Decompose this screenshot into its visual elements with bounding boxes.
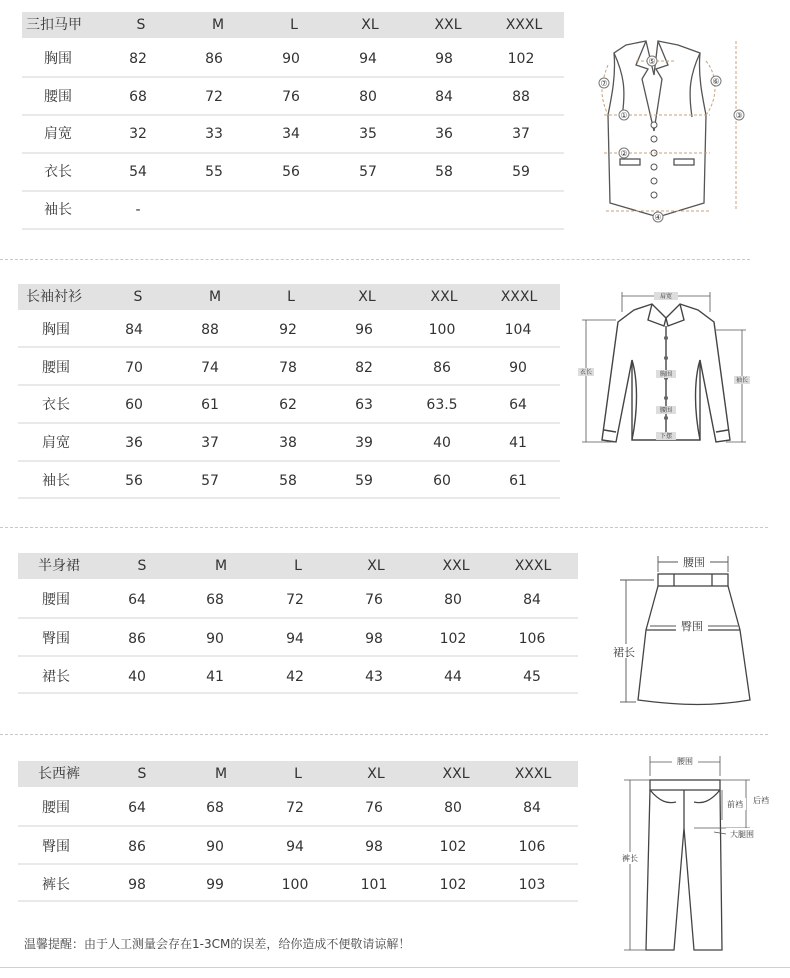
table-row	[22, 124, 564, 144]
table-cell: 58	[435, 164, 453, 180]
size-header: M	[214, 766, 228, 782]
table-row	[18, 798, 578, 818]
size-header: XXXL	[514, 558, 552, 574]
skirt-length-label: 裙长	[613, 646, 635, 659]
table-cell: 90	[509, 360, 527, 376]
row-label: 裤长	[42, 877, 70, 893]
row-label: 袖长	[44, 202, 72, 218]
table-cell: 106	[518, 839, 546, 855]
row-label: 腰围	[42, 360, 70, 376]
table-cell: 64	[128, 592, 146, 608]
sleeve-label: 袖长	[735, 377, 749, 384]
table-cell: 102	[439, 631, 467, 647]
row-divider	[18, 825, 578, 827]
marker-1: ①	[620, 111, 628, 120]
table-cell: 80	[359, 89, 377, 105]
table-cell: 33	[205, 126, 223, 142]
row-divider	[18, 460, 560, 462]
chest-label: 胸围	[659, 371, 673, 378]
table-cell: 100	[428, 322, 456, 338]
table-row	[18, 433, 560, 453]
row-divider	[18, 497, 560, 499]
table-cell: 90	[206, 631, 224, 647]
size-header: XL	[367, 558, 385, 574]
table-cell: 84	[523, 592, 541, 608]
pants-length-label: 裤长	[622, 854, 638, 863]
row-divider	[18, 863, 578, 865]
table-row	[18, 875, 578, 895]
table-header	[18, 761, 578, 787]
product-name: 半身裙	[38, 558, 80, 574]
table-cell: 59	[355, 473, 373, 489]
table-row	[18, 320, 560, 340]
back-rise-label: 后裆	[753, 796, 769, 805]
table-cell: 44	[444, 669, 462, 685]
table-cell: 40	[433, 435, 451, 451]
table-row	[22, 87, 564, 107]
measurement-note: 温馨提醒：由于人工测量会存在1-3CM的误差，给你造成不便敬请谅解！	[24, 937, 411, 951]
row-divider	[22, 152, 564, 154]
size-header: XXL	[430, 289, 458, 305]
table-cell: 61	[509, 473, 527, 489]
table-cell: 86	[128, 631, 146, 647]
size-table-shirt	[18, 284, 560, 504]
row-divider	[18, 692, 578, 694]
table-cell: 92	[279, 322, 297, 338]
table-cell: 86	[205, 51, 223, 67]
table-cell: -	[135, 202, 141, 218]
row-label: 胸围	[44, 51, 72, 67]
table-cell: 61	[201, 397, 219, 413]
row-divider	[22, 114, 564, 116]
table-cell: 57	[201, 473, 219, 489]
length-label: 衣长	[579, 369, 593, 376]
table-cell: 76	[365, 592, 383, 608]
table-cell: 72	[205, 89, 223, 105]
table-cell: 37	[201, 435, 219, 451]
front-rise-label: 前裆	[727, 800, 743, 809]
table-cell: 63	[355, 397, 373, 413]
row-label: 袖长	[42, 473, 70, 489]
product-name: 三扣马甲	[26, 17, 82, 33]
table-cell: 32	[129, 126, 147, 142]
table-cell: 84	[435, 89, 453, 105]
table-cell: 88	[201, 322, 219, 338]
row-label: 衣长	[44, 164, 72, 180]
footer-divider	[0, 967, 790, 968]
table-cell: 41	[206, 669, 224, 685]
table-row	[18, 358, 560, 378]
table-row	[22, 200, 564, 220]
marker-3: ③	[735, 111, 743, 120]
table-cell: 100	[281, 877, 309, 893]
table-cell: 88	[512, 89, 530, 105]
skirt-waist-label: 腰围	[683, 556, 705, 569]
table-header	[18, 553, 578, 579]
row-divider	[18, 900, 578, 902]
table-row	[18, 395, 560, 415]
table-cell: 41	[509, 435, 527, 451]
row-divider	[18, 422, 560, 424]
size-header: XXL	[442, 558, 470, 574]
table-row	[18, 471, 560, 491]
skirt-illustration	[604, 550, 754, 710]
table-cell: 64	[509, 397, 527, 413]
table-cell: 98	[435, 51, 453, 67]
table-cell: 36	[435, 126, 453, 142]
row-divider	[18, 384, 560, 386]
marker-7: ⑦	[600, 79, 608, 88]
table-row	[18, 837, 578, 857]
size-header: S	[136, 17, 146, 33]
row-divider	[22, 228, 564, 230]
section-divider	[0, 259, 750, 260]
table-cell: 101	[360, 877, 388, 893]
table-cell: 98	[365, 839, 383, 855]
row-divider	[22, 76, 564, 78]
skirt-hip-label: 臀围	[681, 620, 703, 633]
marker-2: ②	[620, 149, 628, 158]
shirt-illustration	[576, 290, 756, 450]
table-cell: 60	[433, 473, 451, 489]
table-cell: 58	[279, 473, 297, 489]
row-label: 衣长	[42, 397, 70, 413]
table-cell: 34	[282, 126, 300, 142]
table-cell: 42	[286, 669, 304, 685]
table-cell: 68	[206, 800, 224, 816]
table-cell: 99	[206, 877, 224, 893]
table-cell: 62	[279, 397, 297, 413]
shoulder-label: 肩宽	[659, 293, 673, 300]
size-header: L	[294, 558, 302, 574]
row-divider	[18, 346, 560, 348]
size-header: XXL	[434, 17, 462, 33]
size-table-vest	[22, 12, 564, 232]
product-name: 长西裤	[38, 766, 80, 782]
hem-label: 下摆	[659, 433, 673, 440]
table-cell: 63.5	[426, 397, 458, 413]
table-cell: 102	[439, 877, 467, 893]
table-cell: 55	[205, 164, 223, 180]
row-label: 胸围	[42, 322, 70, 338]
section-divider	[0, 734, 768, 735]
size-header: XXXL	[514, 766, 552, 782]
table-cell: 104	[504, 322, 532, 338]
size-header: L	[290, 17, 298, 33]
table-cell: 54	[129, 164, 147, 180]
size-header: S	[137, 766, 147, 782]
size-header: L	[287, 289, 295, 305]
table-cell: 98	[365, 631, 383, 647]
row-label: 肩宽	[42, 435, 70, 451]
row-label: 臀围	[42, 631, 70, 647]
pants-waist-label: 腰围	[677, 757, 693, 766]
table-row	[22, 162, 564, 182]
product-name: 长袖衬衫	[26, 289, 82, 305]
table-cell: 56	[282, 164, 300, 180]
size-header: M	[214, 558, 228, 574]
size-header: XXXL	[505, 17, 543, 33]
row-label: 裙长	[42, 669, 70, 685]
table-cell: 45	[523, 669, 541, 685]
table-cell: 40	[128, 669, 146, 685]
size-header: S	[133, 289, 143, 305]
table-cell: 78	[279, 360, 297, 376]
size-header: XXL	[442, 766, 470, 782]
trousers-illustration	[610, 750, 780, 955]
row-divider	[22, 190, 564, 192]
row-divider	[18, 655, 578, 657]
size-header: XXXL	[500, 289, 538, 305]
table-cell: 102	[507, 51, 535, 67]
table-cell: 84	[125, 322, 143, 338]
size-table-skirt	[18, 553, 578, 698]
table-cell: 43	[365, 669, 383, 685]
table-cell: 90	[282, 51, 300, 67]
table-row	[18, 629, 578, 649]
table-cell: 72	[286, 592, 304, 608]
row-label: 腰围	[42, 800, 70, 816]
row-label: 腰围	[42, 592, 70, 608]
table-row	[22, 49, 564, 69]
table-cell: 60	[125, 397, 143, 413]
size-header: XL	[361, 17, 379, 33]
table-cell: 56	[125, 473, 143, 489]
table-cell: 90	[206, 839, 224, 855]
table-cell: 37	[512, 126, 530, 142]
table-cell: 94	[286, 631, 304, 647]
table-cell: 70	[125, 360, 143, 376]
table-cell: 103	[518, 877, 546, 893]
size-header: M	[211, 17, 225, 33]
table-cell: 106	[518, 631, 546, 647]
table-cell: 57	[359, 164, 377, 180]
table-cell: 80	[444, 592, 462, 608]
table-cell: 64	[128, 800, 146, 816]
table-header	[22, 12, 564, 38]
row-label: 臀围	[42, 839, 70, 855]
table-cell: 82	[355, 360, 373, 376]
row-divider	[18, 617, 578, 619]
size-table-trousers	[18, 761, 578, 906]
table-row	[18, 590, 578, 610]
table-cell: 98	[128, 877, 146, 893]
table-row	[18, 667, 578, 687]
table-cell: 68	[206, 592, 224, 608]
table-cell: 38	[279, 435, 297, 451]
size-header: L	[294, 766, 302, 782]
size-header: M	[208, 289, 222, 305]
table-cell: 96	[355, 322, 373, 338]
marker-6: ⑥	[712, 77, 720, 86]
table-cell: 39	[355, 435, 373, 451]
table-cell: 86	[433, 360, 451, 376]
marker-5: ⑤	[648, 57, 656, 66]
thigh-label: 大腿围	[730, 830, 754, 839]
size-header: XL	[367, 766, 385, 782]
table-cell: 76	[282, 89, 300, 105]
table-cell: 72	[286, 800, 304, 816]
waist-label: 腰围	[659, 407, 673, 414]
row-label: 腰围	[44, 89, 72, 105]
table-cell: 74	[201, 360, 219, 376]
table-cell: 102	[439, 839, 467, 855]
table-cell: 94	[286, 839, 304, 855]
table-cell: 76	[365, 800, 383, 816]
table-cell: 86	[128, 839, 146, 855]
table-cell: 35	[359, 126, 377, 142]
table-cell: 84	[523, 800, 541, 816]
table-cell: 68	[129, 89, 147, 105]
size-header: XL	[358, 289, 376, 305]
table-cell: 59	[512, 164, 530, 180]
size-header: S	[137, 558, 147, 574]
vest-illustration	[596, 35, 756, 235]
table-header	[18, 284, 560, 310]
section-divider	[0, 527, 768, 528]
table-cell: 36	[125, 435, 143, 451]
table-cell: 80	[444, 800, 462, 816]
table-cell: 94	[359, 51, 377, 67]
table-cell: 82	[129, 51, 147, 67]
row-label: 肩宽	[44, 126, 72, 142]
marker-4: ④	[654, 213, 662, 222]
